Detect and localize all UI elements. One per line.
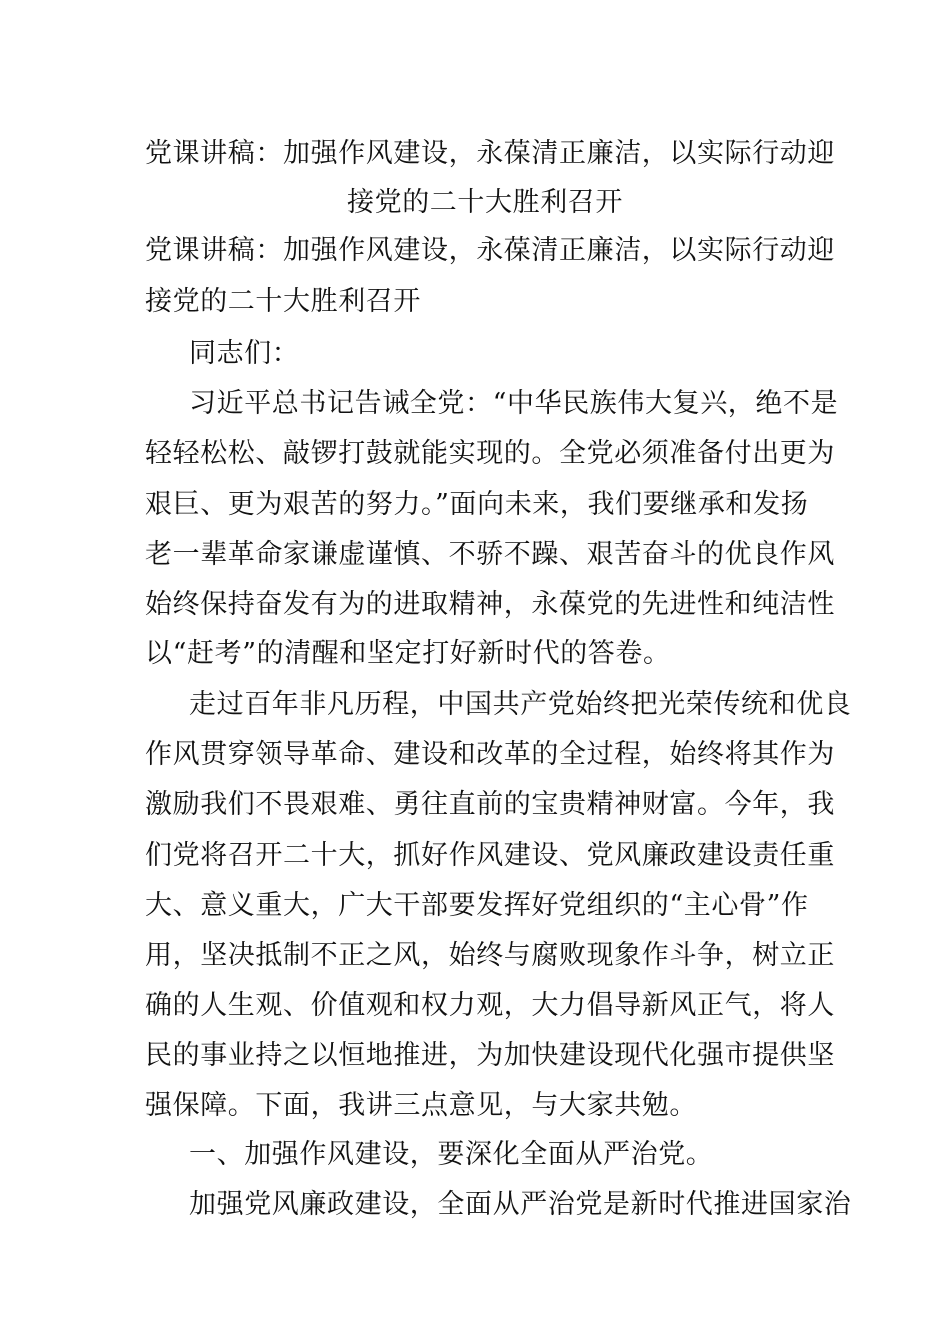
body-line: 民的事业持之以恒地推进，为加快建设现代化强市提供坚 (145, 1040, 835, 1071)
body-line: 党课讲稿：加强作风建设，永葆清正廉洁，以实际行动迎 (145, 235, 835, 266)
body-line: 用，坚决抵制不正之风，始终与腐败现象作斗争，树立正 (145, 940, 835, 971)
body-line: 确的人生观、价值观和权力观，大力倡导新风正气，将人 (145, 990, 835, 1021)
document-title-line-1: 党课讲稿：加强作风建设，永葆清正廉洁，以实际行动迎 (145, 138, 835, 169)
body-line: 大、意义重大，广大干部要发挥好党组织的“主心骨”作 (145, 890, 809, 921)
body-line: 老一辈革命家谦虚谨慎、不骄不躁、艰苦奋斗的优良作风 (145, 539, 835, 570)
body-line: 激励我们不畏艰难、勇往直前的宝贵精神财富。今年，我 (145, 789, 835, 820)
document-title-line-2: 接党的二十大胜利召开 (347, 187, 623, 218)
section-heading: 一、加强作风建设，要深化全面从严治党。 (189, 1139, 714, 1170)
body-line: 强保障。下面，我讲三点意见，与大家共勉。 (145, 1090, 697, 1121)
salutation: 同志们： (189, 338, 300, 369)
body-line: 走过百年非凡历程，中国共产党始终把光荣传统和优良 (189, 689, 852, 720)
body-line: 加强党风廉政建设，全面从严治党是新时代推进国家治 (189, 1189, 852, 1220)
body-line: 以“赶考”的清醒和坚定打好新时代的答卷。 (145, 638, 671, 669)
body-line: 始终保持奋发有为的进取精神，永葆党的先进性和纯洁性 (145, 589, 835, 620)
body-line: 习近平总书记告诫全党：“中华民族伟大复兴，绝不是 (189, 388, 839, 419)
body-line: 作风贯穿领导革命、建设和改革的全过程，始终将其作为 (145, 739, 835, 770)
body-line: 们党将召开二十大，抓好作风建设、党风廉政建设责任重 (145, 840, 835, 871)
body-line: 艰巨、更为艰苦的努力。”面向未来，我们要继承和发扬 (145, 489, 809, 520)
body-line: 接党的二十大胜利召开 (145, 286, 421, 317)
body-line: 轻轻松松、敲锣打鼓就能实现的。全党必须准备付出更为 (145, 438, 835, 469)
